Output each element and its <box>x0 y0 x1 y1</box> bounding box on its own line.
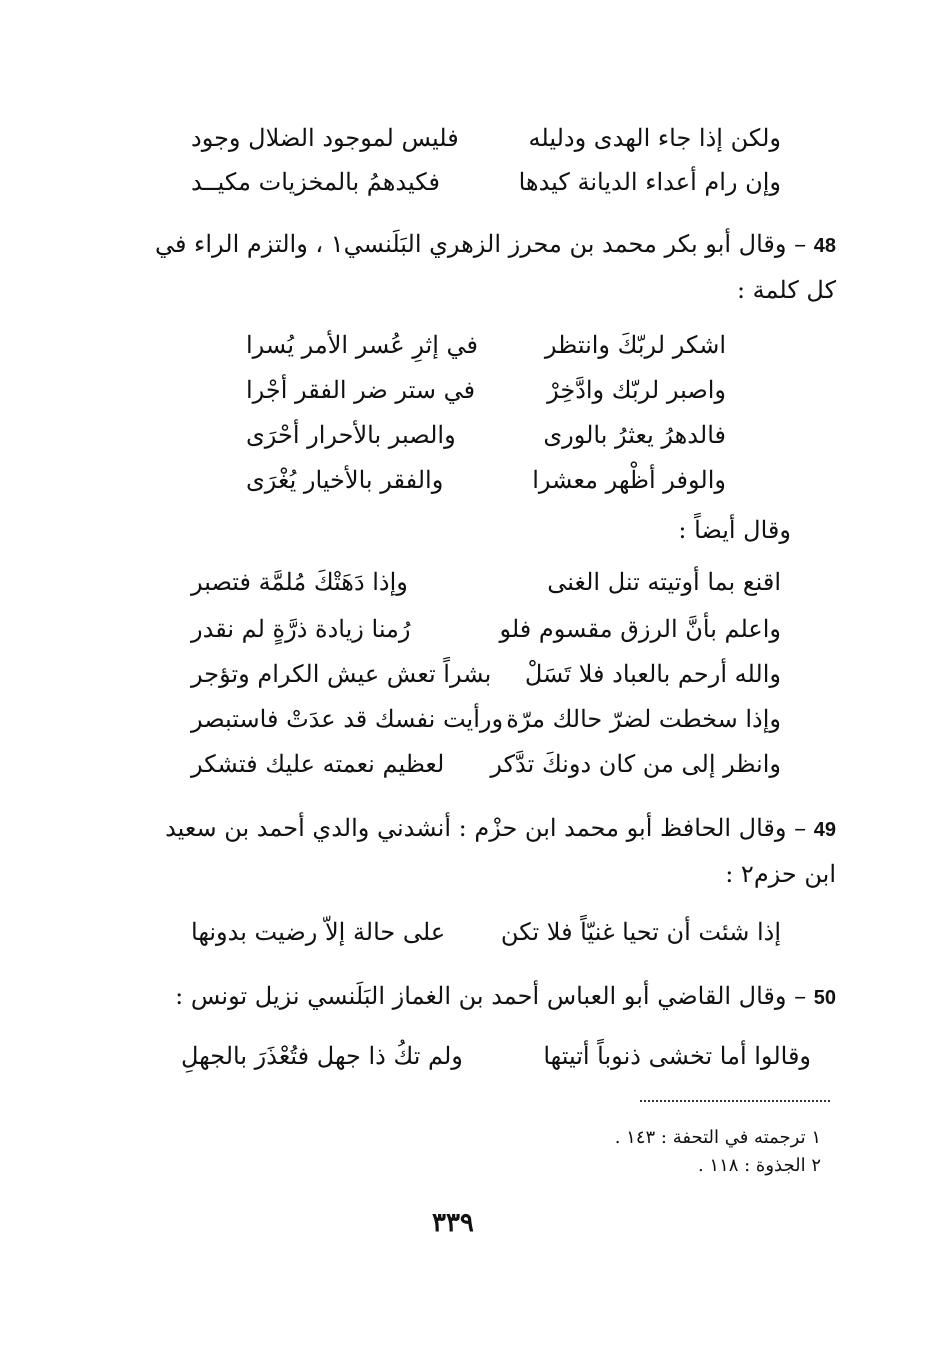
verse-hemistich-first: والوفر أظْهر معشرا <box>532 466 726 494</box>
verse-hemistich-second: ولم تكُ ذا جهل فتُعْذَرَ بالجهلِ <box>181 1042 463 1070</box>
verse-hemistich-second: ورأيت نفسك قد عدَتْ فاستبصر <box>191 705 504 733</box>
section-48-line-1 <box>136 222 836 268</box>
verse-hemistich-second: والصبر بالأحرار أحْرَى <box>246 421 456 449</box>
section-48-intro <box>136 222 836 312</box>
footnote-separator <box>640 1100 830 1102</box>
verse-hemistich-second: لعظيم نعمته عليك فتشكر <box>191 750 445 778</box>
footnote-1: ١ ترجمته في التحفة : ١٤٣ . <box>614 1127 821 1148</box>
footnote-2: ٢ الجذوة : ١١٨ . <box>697 1155 821 1176</box>
section-number: 49 <box>813 819 836 841</box>
verse-hemistich-first: فالدهرُ يعثرُ بالورى <box>543 421 726 449</box>
verse-hemistich-second: في ستر ضر الفقر أجْرا <box>246 376 476 404</box>
verse-hemistich-second: بشراً تعش عيش الكرام وتؤجر <box>191 660 492 688</box>
section-number: 50 <box>813 987 836 1009</box>
verse-line <box>191 699 781 739</box>
verse-hemistich-first: وانظر إلى من كان دونكَ تدَّكر <box>490 750 781 778</box>
verse-line <box>246 415 726 455</box>
verse-hemistich-first: وإن رام أعداء الديانة كيدها <box>518 168 781 196</box>
verse-line <box>191 118 781 158</box>
section-49-text: – وقال الحافظ أبو محمد ابن حزْم : أنشدني والدي أحمد بن سعيد <box>165 814 814 842</box>
section-number: 48 <box>813 235 836 257</box>
verse-hemistich-first: واعلم بأنَّ الرزق مقسوم فلو <box>499 615 781 643</box>
section-48-line-2: كل كلمة : <box>736 276 836 304</box>
verse-line <box>191 562 781 602</box>
verse-hemistich-second: على حالة إلاّ رضيت بدونها <box>191 918 446 946</box>
section-48-text: – وقال أبو بكر محمد بن محرز الزهري البَلَنسي١ ، والتزم الراء في <box>154 230 814 258</box>
verse-line <box>191 609 781 649</box>
verse-hemistich-first: واصبر لربّك وادَّخِرْ <box>547 376 726 404</box>
section-50-intro <box>136 974 836 1020</box>
verse-line <box>191 162 781 202</box>
verse-line <box>246 325 726 365</box>
verse-hemistich-first: اشكر لربّكَ وانتظر <box>544 331 726 359</box>
verse-line <box>191 912 781 952</box>
verse-hemistich-first: اقنع بما أوتيته تنل الغنى <box>547 568 781 596</box>
verse-hemistich-second: فكيدهمُ بالمخزيات مكيــد <box>191 168 440 196</box>
page-number: ٣٣٩ <box>432 1208 474 1238</box>
verse-hemistich-second: فليس لموجود الضلال وجود <box>191 124 459 152</box>
verse-hemistich-first: وقالوا أما تخشى ذنوباً أتيتها <box>543 1042 811 1070</box>
verse-hemistich-second: وإذا دَهَتْكَ مُلمَّة فتصبر <box>191 568 408 596</box>
verse-hemistich-second: في إثرِ عُسر الأمر يُسرا <box>246 331 479 359</box>
also-said-line: وقال أيضاً : <box>678 516 791 544</box>
verse-line <box>191 744 781 784</box>
verse-hemistich-first: والله أرحم بالعباد فلا تَسَلْ <box>524 660 781 688</box>
verse-line <box>191 654 781 694</box>
section-50-line-1 <box>136 974 836 1020</box>
section-49-line-2: ابن حزم٢ : <box>725 860 836 888</box>
verse-hemistich-second: والفقر بالأخيار يُغْرَى <box>246 466 444 494</box>
verse-hemistich-second: رُمنا زيادة ذرَّةٍ لم نقدر <box>191 615 411 643</box>
section-49-line-1 <box>136 806 836 852</box>
verse-line <box>246 460 726 500</box>
verse-hemistich-first: وإذا سخطت لضرّ حالك مرّة <box>506 705 781 733</box>
verse-line <box>181 1036 811 1076</box>
section-50-text: – وقال القاضي أبو العباس أحمد بن الغماز البَلَنسي نزيل تونس : <box>175 982 814 1010</box>
verse-line <box>246 370 726 410</box>
verse-hemistich-first: إذا شئت أن تحيا غنيّاً فلا تكن <box>500 918 781 946</box>
verse-hemistich-first: ولكن إذا جاء الهدى ودليله <box>528 124 781 152</box>
section-49-intro <box>136 806 836 896</box>
